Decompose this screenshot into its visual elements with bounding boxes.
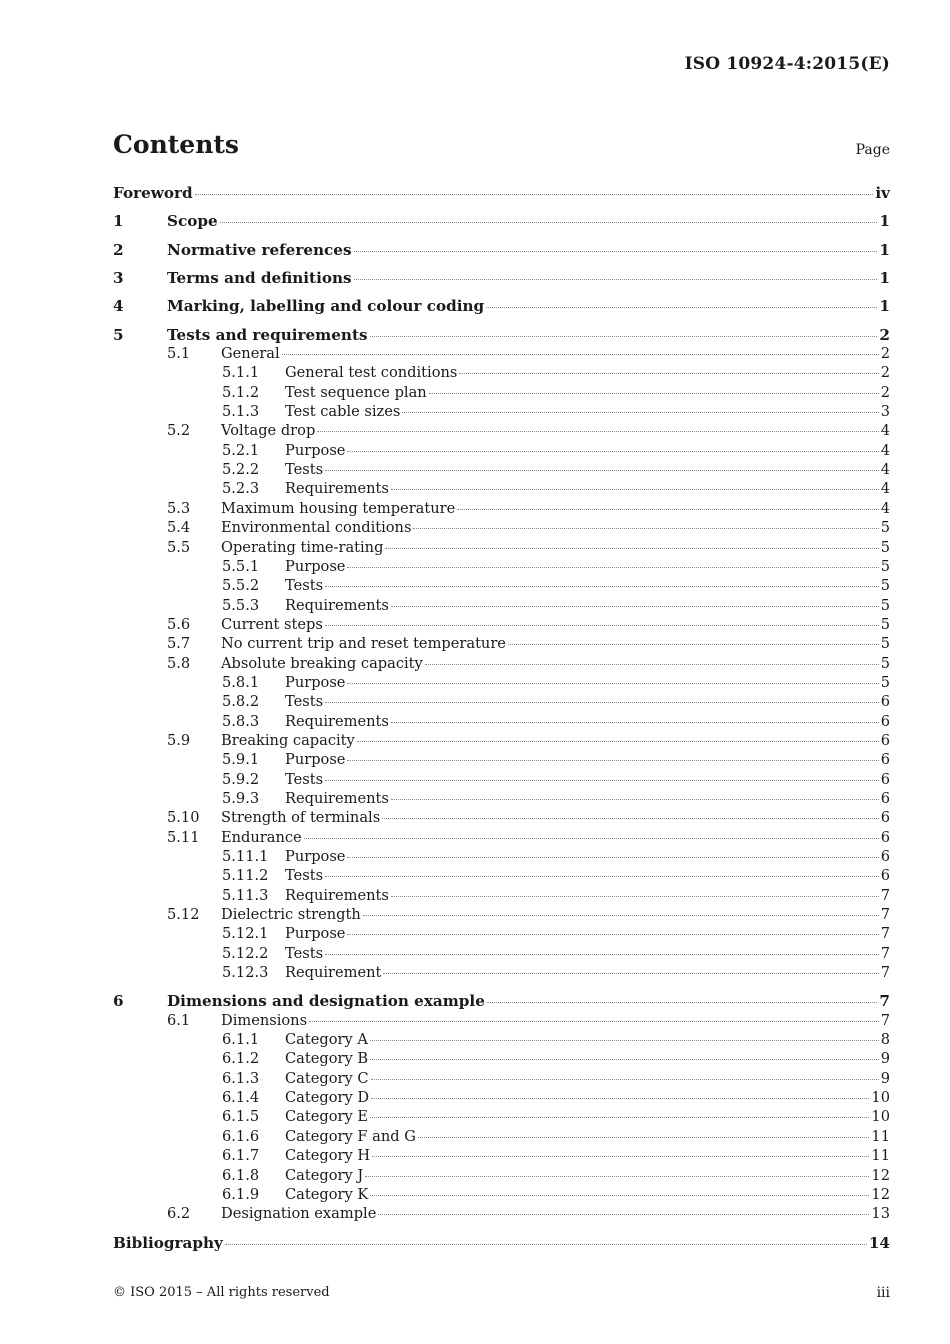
toc-entry-title: Operating time-rating <box>221 538 384 556</box>
toc-entry-title: Tests <box>285 770 324 788</box>
toc-entry-page: 7 <box>880 886 890 904</box>
toc-entry[interactable] <box>113 992 890 1011</box>
toc-entry-page: 5 <box>880 654 890 672</box>
toc-entry-title: Tests and requirements <box>167 325 368 344</box>
toc-entry-number: 5.1.3 <box>222 403 260 421</box>
toc-entry-title: Category K <box>285 1185 369 1203</box>
toc-entry-page: 12 <box>871 1185 890 1203</box>
toc-entry-title: Purpose <box>285 848 346 865</box>
document-id: ISO 10924-4:2015(E) <box>684 54 890 74</box>
toc-entry-page: 7 <box>880 1011 890 1029</box>
toc-entry-page: 8 <box>880 1031 890 1049</box>
toc-entry[interactable] <box>113 1050 890 1069</box>
toc-entry-number: 5.5.1 <box>222 557 260 575</box>
contents-title: Contents <box>113 130 240 159</box>
toc-entry-page: iv <box>875 184 890 202</box>
toc-entry-title: Voltage drop <box>221 422 316 440</box>
toc-entry[interactable] <box>113 906 890 925</box>
toc-entry-number: 5 <box>113 325 124 344</box>
toc-entry-number: 5.5 <box>167 538 191 556</box>
dot-leader <box>370 1059 879 1060</box>
toc-entry-number: 5.9.1 <box>222 751 260 769</box>
toc-entry[interactable] <box>113 1012 890 1031</box>
toc-entry-number: 6 <box>113 992 124 1011</box>
toc-entry-number: 5.8.2 <box>222 693 260 711</box>
toc-entry-number: 5.11.2 <box>222 867 269 885</box>
toc-entry-title: Tests <box>285 577 324 595</box>
toc-entry-number: 6.1.2 <box>222 1050 260 1068</box>
toc-entry-title: Dimensions and designation example <box>167 992 485 1011</box>
toc-entry[interactable] <box>113 829 890 848</box>
toc-entry[interactable] <box>113 1186 890 1205</box>
dot-leader <box>325 954 879 955</box>
toc-entry[interactable] <box>113 1128 890 1147</box>
toc-entry-title: Bibliography <box>113 1233 223 1252</box>
dot-leader <box>385 548 878 549</box>
toc-entry[interactable] <box>113 887 890 906</box>
dot-leader <box>391 722 879 723</box>
toc-entry-page: 4 <box>880 499 890 517</box>
toc-entry[interactable] <box>113 732 890 751</box>
dot-leader <box>370 1195 869 1196</box>
dot-leader <box>347 451 878 452</box>
dot-leader <box>325 702 879 703</box>
dot-leader <box>391 799 879 800</box>
toc-entry-number: 6.1.5 <box>222 1108 260 1126</box>
toc-entry-title: Requirements <box>285 886 389 904</box>
dot-leader <box>413 528 878 529</box>
toc-entry-number: 5.12.3 <box>222 964 269 982</box>
toc-entry-title: Strength of terminals <box>221 809 381 827</box>
dot-leader <box>371 1079 879 1080</box>
toc-entry-page: 6 <box>880 770 890 788</box>
toc-entry-number: 5.3 <box>167 499 191 517</box>
toc-entry-title: Absolute breaking capacity <box>221 654 423 672</box>
toc-entry-number: 5.6 <box>167 615 191 633</box>
toc-entry-title: Test sequence plan <box>285 383 427 401</box>
toc-entry-page: 5 <box>880 635 890 653</box>
toc-entry-title: Scope <box>167 212 218 231</box>
dot-leader <box>347 934 878 935</box>
toc-entry-page: 7 <box>879 992 890 1011</box>
toc-entry-page: 2 <box>880 383 890 401</box>
dot-leader <box>325 780 879 781</box>
toc-entry-number: 4 <box>113 297 124 316</box>
toc-entry-number: 5.7 <box>167 635 191 653</box>
toc-entry-number: 5.9.3 <box>222 789 260 807</box>
toc-entry-page: 1 <box>879 297 890 316</box>
dot-leader <box>325 625 879 626</box>
toc-entry-title: Terms and definitions <box>167 269 352 288</box>
dot-leader <box>391 606 879 607</box>
toc-entry-page: 7 <box>880 944 890 962</box>
toc-entry[interactable] <box>113 1205 890 1224</box>
toc-entry-number: 5.1.1 <box>222 364 260 382</box>
dot-leader <box>357 741 879 742</box>
toc-entry-number: 5.11.3 <box>222 886 269 904</box>
dot-leader <box>325 876 879 877</box>
toc-entry-page: 1 <box>879 212 890 231</box>
toc-entry-title: Tests <box>285 867 324 885</box>
toc-entry-title: Marking, labelling and colour coding <box>167 297 485 316</box>
toc-entry[interactable] <box>113 500 890 519</box>
dot-leader <box>370 336 878 337</box>
toc-entry-number: 5.8.3 <box>222 712 260 730</box>
dot-leader <box>418 1137 870 1138</box>
toc-entry[interactable] <box>113 848 890 867</box>
toc-entry-page: 6 <box>880 867 890 885</box>
toc-entry[interactable] <box>113 384 890 403</box>
toc-entry-title: Purpose <box>285 673 346 691</box>
dot-leader <box>487 1002 878 1003</box>
toc-entry-title: Category B <box>285 1050 369 1068</box>
toc-entry-number: 5.11.1 <box>222 848 269 865</box>
toc-entry[interactable] <box>113 751 890 770</box>
dot-leader <box>325 586 879 587</box>
toc-entry[interactable] <box>113 1070 890 1089</box>
toc-entry-number: 5.2 <box>167 422 191 440</box>
toc-entry-page: 6 <box>880 693 890 711</box>
dot-leader <box>220 222 878 223</box>
dot-leader <box>371 1098 869 1099</box>
toc-entry[interactable] <box>113 269 890 288</box>
toc-entry[interactable] <box>113 635 890 654</box>
toc-entry[interactable] <box>113 558 890 577</box>
toc-entry[interactable] <box>113 616 890 635</box>
toc-entry-title: Breaking capacity <box>221 731 355 749</box>
dot-leader <box>195 194 874 195</box>
toc-entry-number: 5.8.1 <box>222 673 260 691</box>
toc-entry-number: 6.1 <box>167 1011 191 1029</box>
toc-entry[interactable] <box>113 674 890 693</box>
toc-entry-number: 6.1.4 <box>222 1089 260 1107</box>
toc-entry-title: Dimensions <box>221 1011 308 1029</box>
toc-entry-number: 5.5.2 <box>222 577 260 595</box>
toc-entry[interactable] <box>113 1167 890 1186</box>
toc-entry[interactable] <box>113 212 890 231</box>
toc-entry[interactable] <box>113 403 890 422</box>
toc-entry-number: 6.1.6 <box>222 1127 260 1145</box>
toc-entry-page: 5 <box>880 538 890 556</box>
dot-leader <box>354 251 878 252</box>
toc-entry-page: 14 <box>868 1233 890 1252</box>
dot-leader <box>508 644 879 645</box>
toc-entry-page: 2 <box>879 325 890 344</box>
dot-leader <box>282 354 879 355</box>
toc-entry-page: 7 <box>880 964 890 982</box>
dot-leader <box>347 760 878 761</box>
toc-entry-page: 11 <box>871 1127 890 1145</box>
toc-entry[interactable] <box>113 297 890 316</box>
toc-entry[interactable] <box>113 241 890 260</box>
toc-entry-number: 5.9 <box>167 731 191 749</box>
toc-entry-title: Category C <box>285 1069 369 1087</box>
toc-entry[interactable] <box>113 519 890 538</box>
dot-leader <box>363 915 879 916</box>
toc-entry[interactable] <box>113 655 890 674</box>
toc-entry-number: 5.2.3 <box>222 480 260 498</box>
toc-entry[interactable] <box>113 577 890 596</box>
dot-leader <box>486 307 877 308</box>
dot-leader <box>317 431 878 432</box>
toc-entry[interactable] <box>113 809 890 828</box>
toc-entry[interactable] <box>113 461 890 480</box>
toc-entry[interactable] <box>113 442 890 461</box>
dot-leader <box>429 393 879 394</box>
toc-entry-title: Category A <box>285 1031 368 1049</box>
toc-entry-title: Category H <box>285 1147 371 1165</box>
toc-entry[interactable] <box>113 422 890 441</box>
copyright-notice: © ISO 2015 – All rights reserved <box>113 1285 330 1300</box>
toc-entry-title: Purpose <box>285 751 346 769</box>
toc-entry-number: 5.1.2 <box>222 383 260 401</box>
toc-entry-title: Category E <box>285 1108 369 1126</box>
toc-entry[interactable] <box>113 1031 890 1050</box>
toc-entry-number: 5.2.2 <box>222 461 260 479</box>
dot-leader <box>372 1156 869 1157</box>
toc-entry-page: 10 <box>871 1108 890 1126</box>
toc-entry[interactable] <box>113 945 890 964</box>
toc-entry-number: 5.8 <box>167 654 191 672</box>
toc-entry-title: Normative references <box>167 240 352 259</box>
toc-entry-title: Requirement <box>285 964 382 982</box>
toc-entry[interactable] <box>113 964 890 983</box>
toc-entry-title: Dielectric strength <box>221 906 361 924</box>
dot-leader <box>304 838 879 839</box>
toc-entry[interactable] <box>113 326 890 345</box>
toc-entry-title: Purpose <box>285 925 346 943</box>
toc-entry[interactable] <box>113 539 890 558</box>
toc-entry-page: 6 <box>880 751 890 769</box>
toc-entry-page: 5 <box>880 615 890 633</box>
toc-entry[interactable] <box>113 925 890 944</box>
dot-leader <box>391 896 879 897</box>
dot-leader <box>402 412 878 413</box>
toc-entry-number: 6.1.9 <box>222 1185 260 1203</box>
toc-entry-title: Requirements <box>285 596 389 614</box>
dot-leader <box>382 818 879 819</box>
table-of-contents <box>113 184 890 1253</box>
toc-entry-page: 10 <box>871 1089 890 1107</box>
dot-leader <box>370 1040 879 1041</box>
toc-entry-page: 5 <box>880 577 890 595</box>
toc-entry-page: 6 <box>880 828 890 846</box>
dot-leader <box>425 664 879 665</box>
toc-entry[interactable] <box>113 480 890 499</box>
toc-entry-number: 5.12 <box>167 906 200 924</box>
dot-leader <box>370 1117 869 1118</box>
toc-entry-title: Endurance <box>221 828 302 846</box>
toc-entry-page: 12 <box>871 1166 890 1184</box>
toc-entry-number: 5.4 <box>167 519 191 537</box>
toc-entry-page: 5 <box>880 519 890 537</box>
toc-entry-title: General <box>221 345 280 363</box>
toc-entry[interactable] <box>113 1147 890 1166</box>
toc-entry-number: 2 <box>113 240 124 259</box>
toc-entry[interactable] <box>113 1089 890 1108</box>
toc-entry-number: 5.11 <box>167 828 200 846</box>
toc-entry[interactable] <box>113 790 890 809</box>
toc-entry-number: 6.2 <box>167 1205 191 1223</box>
toc-entry-title: Current steps <box>221 615 323 633</box>
dot-leader <box>354 279 878 280</box>
toc-entry-page: 7 <box>880 906 890 924</box>
toc-entry-number: 1 <box>113 212 124 231</box>
toc-entry-title: Requirements <box>285 789 389 807</box>
toc-entry-page: 6 <box>880 848 890 865</box>
toc-entry-number: 5.12.2 <box>222 944 269 962</box>
toc-entry-page: 5 <box>880 596 890 614</box>
toc-entry-title: Environmental conditions <box>221 519 412 537</box>
toc-entry[interactable] <box>113 693 890 712</box>
toc-entry[interactable] <box>113 713 890 732</box>
toc-entry-title: Requirements <box>285 480 389 498</box>
toc-entry-page: 6 <box>880 731 890 749</box>
toc-entry-title: Test cable sizes <box>285 403 401 421</box>
toc-entry-title: Category F and G <box>285 1127 416 1145</box>
toc-entry[interactable] <box>113 867 890 886</box>
toc-entry-number: 5.9.2 <box>222 770 260 788</box>
toc-entry-title: Tests <box>285 944 324 962</box>
toc-entry-title: Designation example <box>221 1205 377 1223</box>
toc-entry-number: 5.1 <box>167 345 191 363</box>
toc-entry-number: 5.10 <box>167 809 200 827</box>
toc-entry-number: 6.1.1 <box>222 1031 260 1049</box>
toc-entry-page: 5 <box>880 557 890 575</box>
toc-entry-page: 11 <box>871 1147 890 1165</box>
toc-entry-page: 4 <box>880 422 890 440</box>
toc-entry-title: No current trip and reset temperature <box>221 635 506 653</box>
dot-leader <box>347 857 878 858</box>
toc-entry-page: 4 <box>880 461 890 479</box>
dot-leader <box>347 683 878 684</box>
page-number: iii <box>876 1285 890 1301</box>
toc-entry-title: Category J <box>285 1166 364 1184</box>
dot-leader <box>347 567 878 568</box>
toc-entry-page: 6 <box>880 809 890 827</box>
toc-entry-page: 13 <box>871 1205 890 1223</box>
toc-entry[interactable] <box>113 597 890 616</box>
toc-entry-title: Foreword <box>113 184 193 202</box>
dot-leader <box>309 1021 879 1022</box>
toc-entry-title: Maximum housing temperature <box>221 499 456 517</box>
toc-entry-page: 4 <box>880 441 890 459</box>
toc-entry-title: Category D <box>285 1089 370 1107</box>
dot-leader <box>225 1244 867 1245</box>
toc-entry[interactable] <box>113 1108 890 1127</box>
toc-entry-page: 9 <box>880 1050 890 1068</box>
toc-entry-number: 3 <box>113 269 124 288</box>
toc-entry[interactable] <box>113 364 890 383</box>
dot-leader <box>457 509 878 510</box>
toc-entry[interactable] <box>113 771 890 790</box>
dot-leader <box>383 973 878 974</box>
toc-entry-number: 5.12.1 <box>222 925 269 943</box>
toc-entry-page: 7 <box>880 925 890 943</box>
toc-entry-page: 4 <box>880 480 890 498</box>
toc-entry-page: 1 <box>879 240 890 259</box>
toc-entry-page: 6 <box>880 789 890 807</box>
toc-entry-page: 2 <box>880 345 890 363</box>
dot-leader <box>378 1214 869 1215</box>
toc-entry[interactable] <box>113 184 890 203</box>
toc-entry-title: Purpose <box>285 441 346 459</box>
dot-leader <box>325 470 879 471</box>
toc-entry-number: 5.5.3 <box>222 596 260 614</box>
toc-entry-page: 3 <box>880 403 890 421</box>
toc-entry-page: 5 <box>880 673 890 691</box>
toc-entry-title: Tests <box>285 693 324 711</box>
toc-entry-number: 5.2.1 <box>222 441 260 459</box>
toc-entry-page: 9 <box>880 1069 890 1087</box>
toc-entry-number: 6.1.7 <box>222 1147 260 1165</box>
toc-entry[interactable] <box>113 1234 890 1253</box>
dot-leader <box>459 373 878 374</box>
toc-entry-title: Purpose <box>285 557 346 575</box>
dot-leader <box>391 489 879 490</box>
toc-entry-number: 6.1.8 <box>222 1166 260 1184</box>
toc-entry-page: 2 <box>880 364 890 382</box>
toc-entry-title: Tests <box>285 461 324 479</box>
toc-entry-number: 6.1.3 <box>222 1069 260 1087</box>
toc-entry-page: 6 <box>880 712 890 730</box>
toc-entry-title: Requirements <box>285 712 389 730</box>
page-column-label: Page <box>855 142 890 158</box>
toc-entry-title: General test conditions <box>285 364 458 382</box>
toc-entry[interactable] <box>113 345 890 364</box>
dot-leader <box>365 1176 869 1177</box>
toc-entry-page: 1 <box>879 269 890 288</box>
